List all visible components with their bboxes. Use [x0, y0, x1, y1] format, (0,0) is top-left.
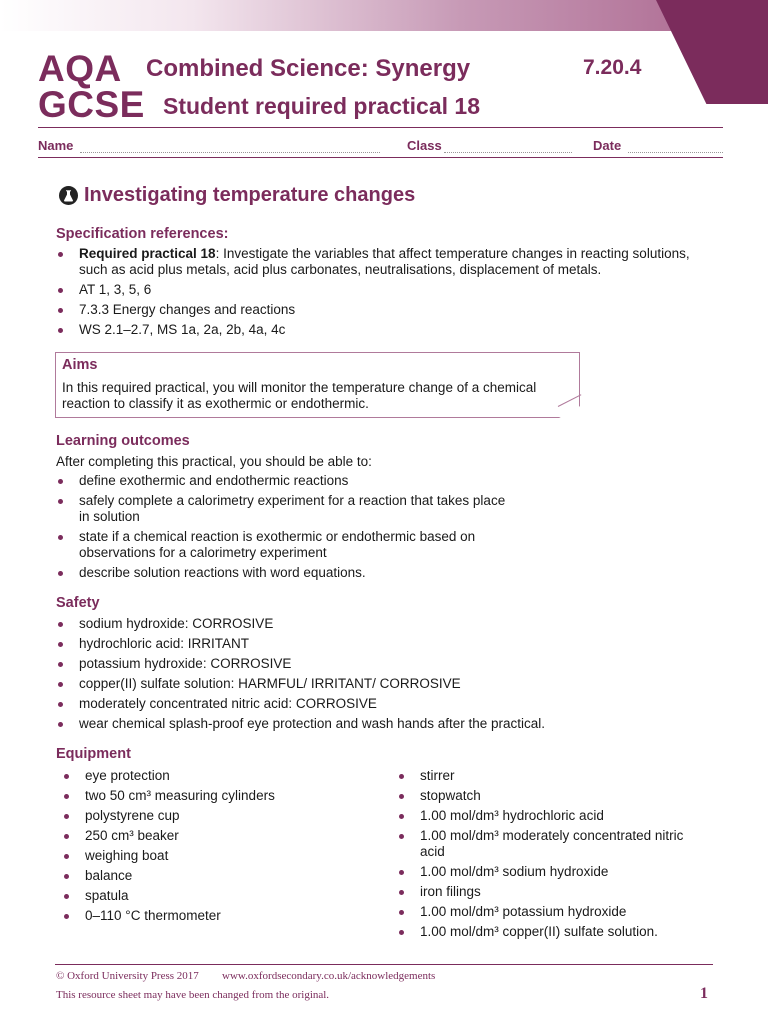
- list-item: define exothermic and endothermic reactions: [56, 473, 506, 489]
- footer-rule: [55, 964, 713, 965]
- header-band: [0, 0, 768, 31]
- date-label: Date: [593, 138, 622, 153]
- learning-intro: After completing this practical, you should be able to:: [56, 454, 372, 469]
- class-field[interactable]: [444, 152, 572, 153]
- list-item: 0–110 °C thermometer: [62, 908, 362, 924]
- list-item: AT 1, 3, 5, 6: [56, 282, 716, 298]
- safety-heading: Safety: [56, 595, 100, 611]
- list-item: balance: [62, 868, 362, 884]
- list-item: WS 2.1–2.7, MS 1a, 2a, 2b, 4a, 4c: [56, 322, 716, 338]
- list-item: 1.00 mol/dm³ moderately concentrated nitric acid: [397, 828, 707, 860]
- equipment-list-left: [62, 768, 362, 928]
- course-title: Combined Science: Synergy: [146, 55, 471, 82]
- aims-heading: Aims: [62, 357, 98, 373]
- date-field[interactable]: [628, 152, 723, 153]
- footer-url[interactable]: www.oxfordsecondary.co.uk/acknowledgements: [222, 970, 436, 982]
- sheet-number: 7.20.4: [583, 56, 642, 79]
- list-item: stirrer: [397, 768, 707, 784]
- list-item: [56, 246, 716, 278]
- list-item: 1.00 mol/dm³ hydrochloric acid: [397, 808, 707, 824]
- logo-aqa: AQA: [38, 48, 122, 89]
- list-item: 1.00 mol/dm³ sodium hydroxide: [397, 864, 707, 880]
- name-row-rule: [38, 157, 723, 158]
- practical-title: Student required practical 18: [163, 93, 480, 119]
- spec-text: : Investigate the variables that affect temperature changes in reacting solutions, such as acid plus metals, acid plus carbonates, neutralisations, displacement of metals.: [79, 246, 690, 277]
- footer-note: This resource sheet may have been changed from the original.: [56, 989, 330, 1001]
- list-item: two 50 cm³ measuring cylinders: [62, 788, 362, 804]
- list-item: 250 cm³ beaker: [62, 828, 362, 844]
- list-item: stopwatch: [397, 788, 707, 804]
- list-item: 7.3.3 Energy changes and reactions: [56, 302, 716, 318]
- header-rule: [38, 127, 723, 128]
- list-item: polystyrene cup: [62, 808, 362, 824]
- list-item: 1.00 mol/dm³ copper(II) sulfate solution.: [397, 924, 707, 940]
- list-item: potassium hydroxide: CORROSIVE: [56, 656, 716, 672]
- section-title-row: [59, 184, 415, 207]
- aims-text: In this required practical, you will monitor the temperature change of a chemical reaction to classify it as exothermic or endothermic.: [62, 380, 537, 411]
- class-label: Class: [407, 138, 442, 153]
- list-item: 1.00 mol/dm³ potassium hydroxide: [397, 904, 707, 920]
- safety-list: [56, 616, 716, 736]
- spec-bold: Required practical 18: [79, 246, 216, 261]
- list-item: spatula: [62, 888, 362, 904]
- list-item: iron filings: [397, 884, 707, 900]
- list-item: describe solution reactions with word equations.: [56, 565, 506, 581]
- equipment-heading: Equipment: [56, 746, 131, 762]
- name-label: Name: [38, 138, 74, 153]
- learning-list: [56, 473, 506, 585]
- flask-icon: [59, 186, 78, 205]
- list-item: hydrochloric acid: IRRITANT: [56, 636, 716, 652]
- name-field[interactable]: [80, 152, 380, 153]
- list-item: sodium hydroxide: CORROSIVE: [56, 616, 716, 632]
- spec-heading: Specification references:: [56, 226, 229, 242]
- spec-list: [56, 246, 716, 342]
- list-item: wear chemical splash-proof eye protection and wash hands after the practical.: [56, 716, 716, 732]
- list-item: eye protection: [62, 768, 362, 784]
- footer-copyright: © Oxford University Press 2017: [56, 970, 199, 982]
- list-item: safely complete a calorimetry experiment for a reaction that takes place in solution: [56, 493, 506, 525]
- page-title: Investigating temperature changes: [84, 184, 416, 206]
- corner-flag: [656, 0, 768, 104]
- logo-gcse: GCSE: [38, 84, 145, 125]
- list-item: weighing boat: [62, 848, 362, 864]
- list-item: moderately concentrated nitric acid: CORROSIVE: [56, 696, 716, 712]
- list-item: state if a chemical reaction is exothermic or endothermic based on observations for a calorimetry experiment: [56, 529, 506, 561]
- page-number: 1: [700, 985, 708, 1002]
- list-item: copper(II) sulfate solution: HARMFUL/ IRRITANT/ CORROSIVE: [56, 676, 716, 692]
- learning-heading: Learning outcomes: [56, 433, 190, 449]
- equipment-list-right: [397, 768, 707, 944]
